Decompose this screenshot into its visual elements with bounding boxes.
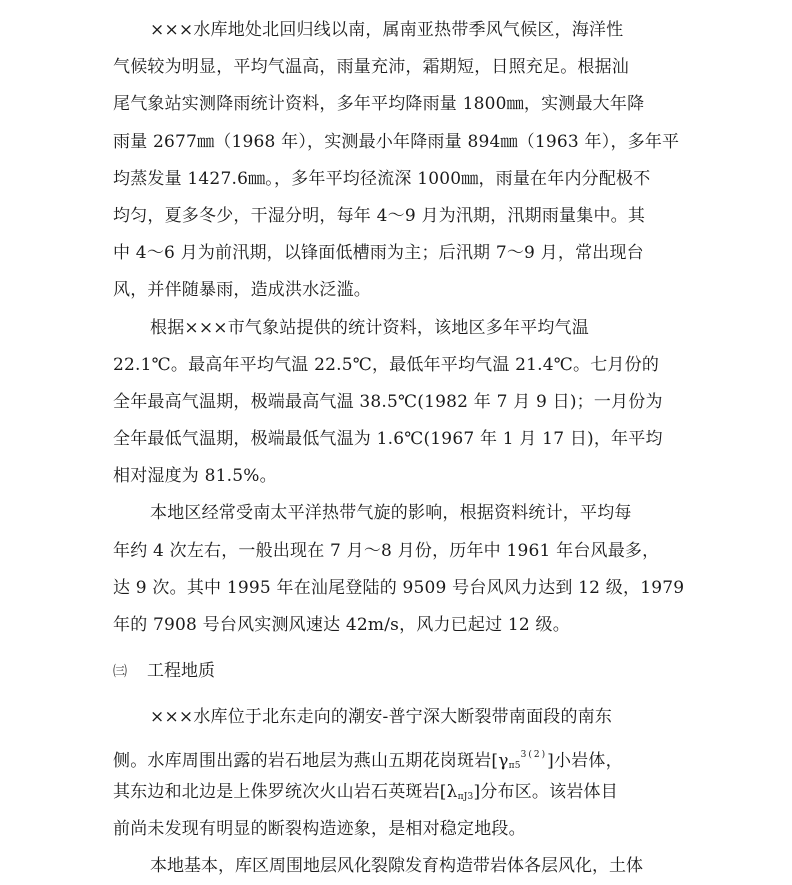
text-line: 中 4～6 月为前汛期，以锋面低槽雨为主；后汛期 7～9 月，常出现台 — [113, 243, 644, 264]
section-title: 工程地质 — [147, 661, 215, 682]
text-line — [113, 737, 683, 774]
text-line: 均蒸发量 1427.6㎜。，多年平均径流深 1000㎜，雨量在年内分配极不 — [113, 168, 651, 189]
text-line: 达 9 次。其中 1995 年在汕尾登陆的 9509 号台风风力达到 12 级，1979 — [113, 577, 685, 598]
text-line: 均匀，夏多冬少，干湿分明，每年 4～9 月为汛期，汛期雨量集中。其 — [113, 205, 646, 226]
paragraph-geology — [113, 699, 683, 848]
text-line: 本地区经常受南太平洋热带气旋的影响，根据资料统计，平均每 — [150, 503, 632, 524]
text-segment: 其东边和北边是上侏罗统次火山岩石英斑岩[ — [113, 781, 447, 802]
spacer — [113, 644, 683, 653]
text-line: 全年最高气温期，极端最高气温 38.5℃(1982 年 7 月 9 日)；一月份为 — [113, 391, 663, 412]
document-page — [113, 12, 685, 877]
greek-gamma: γ — [498, 750, 509, 771]
text-line: 尾气象站实测降雨统计资料，多年平均降雨量 1800㎜，实测最大年降 — [113, 94, 645, 115]
text-line: 雨量 2677㎜（1968 年），实测最小年降雨量 894㎜（1963 年），多年平 — [113, 131, 680, 152]
greek-lambda: λ — [446, 781, 458, 802]
subscript: πJ3 — [457, 791, 474, 802]
text-line: ×××水库位于北东走向的潮安-普宁深大断裂带南面段的南东 — [150, 707, 613, 728]
text-line: 年的 7908 号台风实测风速达 42m/s，风力已起过 12 级。 — [113, 615, 570, 635]
text-line: 风，并伴随暴雨，造成洪水泛滥。 — [113, 280, 371, 301]
paragraph-temperature — [113, 310, 683, 496]
text-line: 根据×××市气象站提供的统计资料，该地区多年平均气温 — [150, 317, 589, 338]
text-line: 气候较为明显，平均气温高，雨量充沛，霜期短，日照充足。根据汕 — [113, 57, 629, 78]
text-line: 相对湿度为 81.5%。 — [113, 466, 277, 487]
text-line: ×××水库地处北回归线以南，属南亚热带季风气候区，海洋性 — [150, 20, 624, 40]
text-line: 22.1℃。最高年平均气温 22.5℃，最低年平均气温 21.4℃。七月份的 — [113, 354, 660, 375]
text-line-partial: 本地基本，库区周围地层风化裂隙发育构造带岩体各层风化，土体 — [150, 856, 643, 877]
text-line: 全年最低气温期，极端最低气温为 1.6℃(1967 年 1 月 17 日)，年平均 — [113, 429, 663, 450]
text-line — [113, 774, 683, 811]
text-segment: 侧。水库周围出露的岩石地层为燕山五期花岗斑岩[ — [113, 750, 499, 771]
text-line: 年约 4 次左右，一般出现在 7 月～8 月份，历年中 1961 年台风最多， — [113, 540, 660, 561]
paragraph-typhoon — [113, 495, 683, 644]
spacer — [113, 690, 683, 699]
section-heading — [113, 653, 683, 690]
text-segment: ]小岩体， — [547, 750, 623, 771]
subscript: π5 — [508, 760, 521, 771]
paragraph-climate — [113, 12, 683, 310]
text-segment: ]分布区。该岩体目 — [473, 781, 618, 802]
section-number: ㈢ — [113, 664, 127, 681]
text-line: 前尚未发现有明显的断裂构造迹象，是相对稳定地段。 — [113, 818, 526, 839]
superscript: 3(2) — [520, 749, 548, 760]
